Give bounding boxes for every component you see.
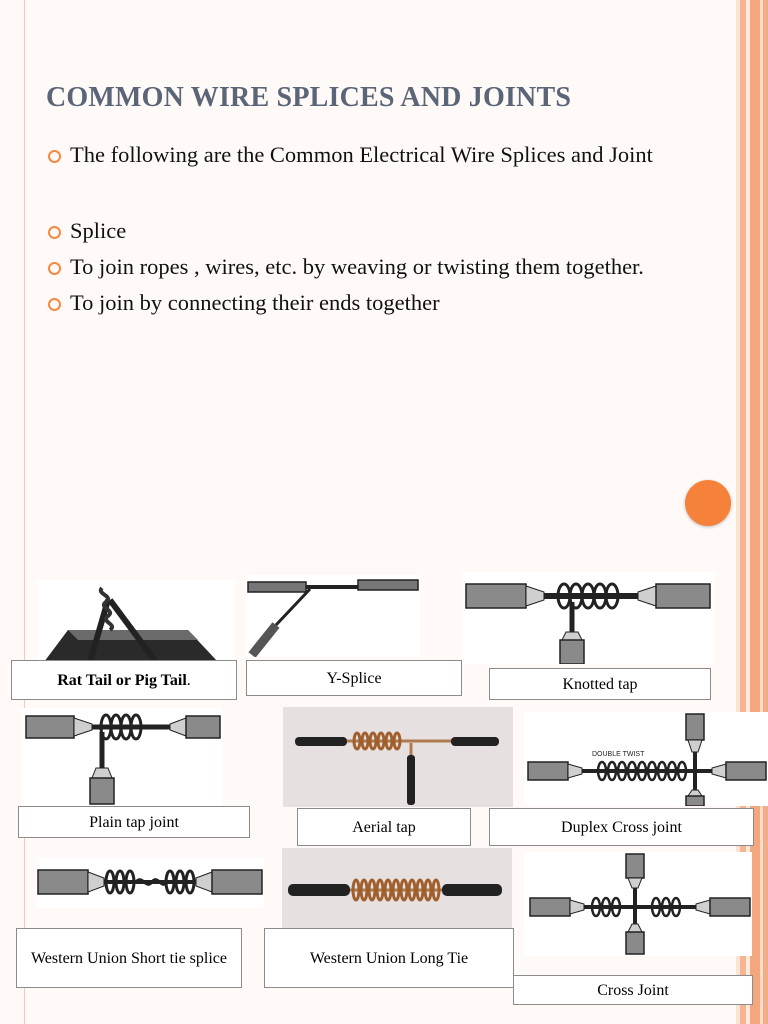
y-splice-label: Y-Splice <box>246 660 462 696</box>
knotted-tap-image <box>462 572 714 664</box>
bullet-circle-icon <box>48 298 61 311</box>
aerial-tap-image <box>283 707 513 807</box>
y-splice-image <box>246 575 420 657</box>
duplex-cross-joint-image <box>524 712 768 806</box>
bullet-item: To join by connecting their ends together <box>46 288 686 318</box>
rat-tail-splice-image <box>38 580 234 662</box>
bullet-item: The following are the Common Electrical Wire Splices and Joint <box>46 140 686 170</box>
bullet-item: Splice <box>46 216 686 246</box>
western-union-short-tie-label: Western Union Short tie splice <box>16 928 242 988</box>
bullet-circle-icon <box>48 226 61 239</box>
knotted-tap-label: Knotted tap <box>489 668 711 700</box>
plain-tap-joint-label: Plain tap joint <box>18 806 250 838</box>
page-title: COMMON WIRE SPLICES AND JOINTS <box>46 82 572 113</box>
bullet-item: To join ropes , wires, etc. by weaving or twisting them together. <box>46 252 686 282</box>
western-union-short-tie-image <box>36 858 264 908</box>
duplex-cross-joint-label: Duplex Cross joint <box>489 808 754 846</box>
bullet-circle-icon <box>48 262 61 275</box>
left-border-line <box>24 0 25 1024</box>
plain-tap-joint-image <box>22 708 222 806</box>
orange-circle-decoration <box>685 480 731 526</box>
double-twist-annotation: DOUBLE TWIST <box>592 751 645 758</box>
rat-tail-label: Rat Tail or Pig Tail . <box>11 660 237 700</box>
cross-joint-image <box>524 852 752 956</box>
cross-joint-label: Cross Joint <box>513 975 753 1005</box>
western-union-long-tie-image <box>282 848 512 928</box>
western-union-long-tie-label: Western Union Long Tie <box>264 928 514 988</box>
aerial-tap-label: Aerial tap <box>297 808 471 846</box>
bullet-circle-icon <box>48 150 61 163</box>
bullet-list <box>46 140 686 318</box>
